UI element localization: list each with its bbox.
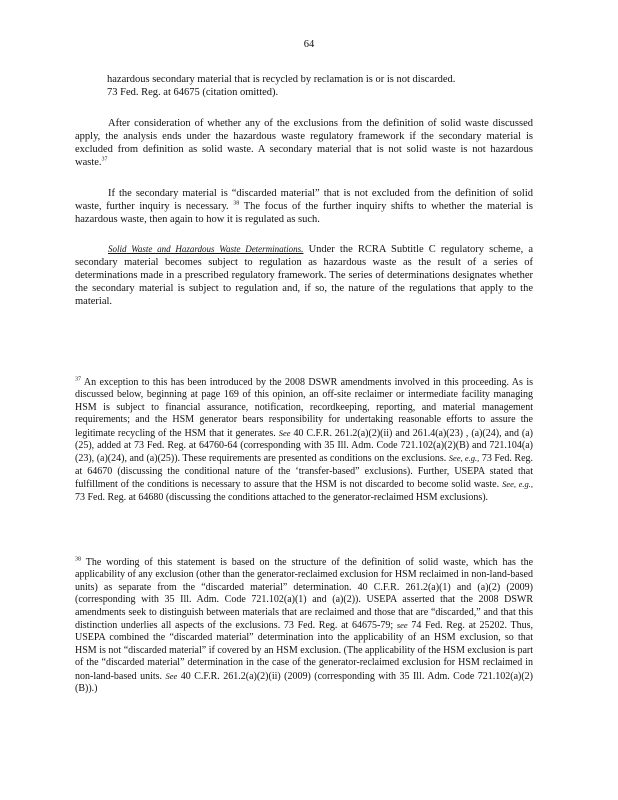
block-quote-text: hazardous secondary material that is recycled by reclamation is or is not discarded. 73 Fed. Reg. at 64675 (citation omitted). (107, 74, 456, 98)
signal-see: see (396, 620, 408, 631)
signal-see: See (278, 427, 291, 438)
paragraph-exclusion-analysis (75, 117, 533, 169)
footnote-text: An exception to this has been introduced by the 2008 DSWR amendments involved in this proceeding. As is discussed below, beginning at page 169 of this opinion, an off-site reclaimer or intermediate facility managing HSM is subject to financial assurance, notification, recordkeeping, reporting, and material management requirements; and the HSM generator bears responsibility for undertaking reasonable efforts to assure the legitimate recycling of the HSM that it generates. (75, 377, 533, 439)
signal-see: See (165, 670, 178, 681)
section-heading: Solid Waste and Hazardous Waste Determinations. (108, 244, 304, 254)
paragraph-determinations (75, 243, 533, 308)
signal-see-eg: See, e.g., (502, 479, 533, 490)
signal-see-eg: See, e.g., (448, 453, 480, 464)
footnote-number: 37 (75, 376, 81, 383)
footnote-text: 73 Fed. Reg. at 64670 (discussing the conditional nature of the ‘transfer-based” exclusions). Further, USEPA stated that fulfillment of the conditions is necessary to assure that the HSM is not discarded to become solid waste. (75, 453, 534, 491)
page-number: 64 (303, 39, 315, 50)
footnote-number: 38 (75, 556, 81, 563)
paragraph-further-inquiry (75, 187, 533, 226)
paragraph-text: After consideration of whether any of the exclusions from the definition of solid waste discussed apply, the analysis ends under the hazardous waste regulatory framework if the secondary material is excluded from definition as solid waste. A secondary material that is not solid waste is not hazardous waste. (75, 118, 533, 168)
footnote-ref-37[interactable]: 37 (101, 156, 108, 163)
footnote-text: 74 Fed. Reg. at 25202. Thus, USEPA combined the “discarded material” determination into the applicability of an HSM exclusion, so that HSM is not “discarded material” if covered by an HSM exclusion. (The applicability of the HSM exclusion is part of the “discarded material” determination in the case of the generator-reclaimed exclusion for HSM reclaimed in non-land-based units. (75, 620, 534, 682)
footnote-ref-38[interactable]: 38 (233, 200, 240, 207)
paragraph-text: Under the RCRA Subtitle C regulatory scheme, a secondary material becomes subject to regulation as hazardous waste as the result of a series of determinations made in a prescribed regulatory framework. The series of determinations designates whether the secondary material is subject to regulation and, if so, the nature of the regulations that apply to the material. (75, 244, 534, 307)
footnote-37 (75, 377, 533, 504)
footnote-text: The wording of this statement is based on the structure of the definition of solid waste, which has the applicability of any exclusion (other than the generator-reclaimed exclusion for HSM reclaimed in non-land-based units) as separate from the “discarded material” determination. 40 C.F.R. 261.2(a)(1) and (a)(2) (2009) (corresponding with 35 Ill. Adm. Code 721.102(a)(1) and (a)(2)). USEPA asserted that the 2008 DSWR amendments seek to distinguish between materials that are reclaimed and those that are “discarded,” and that this distinction underlies all aspects of the exclusions. 73 Fed. Reg. at 64675-79; (75, 557, 534, 632)
paragraph-text: If the secondary material is “discarded material” that is not excluded from the definition of solid waste, further inquiry is necessary. (75, 188, 533, 212)
footnote-text: 73 Fed. Reg. at 64680 (discussing the conditions attached to the generator-reclaimed HSM exclusions). (75, 491, 489, 503)
footnote-38 (75, 557, 533, 695)
block-quote (107, 73, 467, 99)
footnote-text: 40 C.F.R. 261.2(a)(2)(ii) (2009) (corresponding with 35 Ill. Adm. Code 721.102(a)(2)(B)).) (75, 670, 533, 695)
paragraph-text: The focus of the further inquiry shifts to whether the material is hazardous waste, then again to how it is regulated as such. (75, 201, 534, 225)
footnote-text: 40 C.F.R. 261.2(a)(2)(ii) and 261.4(a)(23) , (a)(24), and (a)(25), added at 73 Fed. Reg. at 64760-64 (corresponding with 35 Ill. Adm. Code 721.102(a)(2)(B) and 721.104(a)(23), (a)(24), and (a)(25)). These requirements are presented as conditions on the exclusions. (75, 427, 533, 465)
